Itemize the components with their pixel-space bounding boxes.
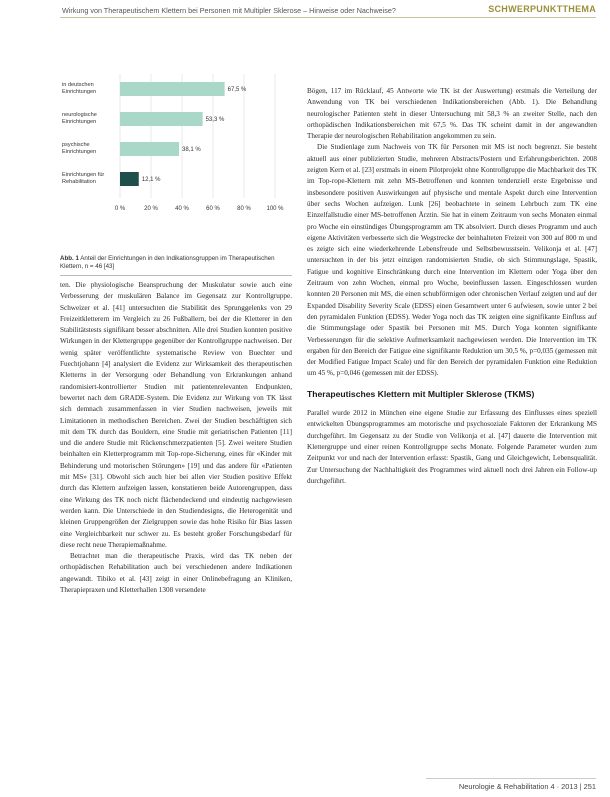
- footer-rule: [426, 778, 596, 779]
- category-label: psychische Einrichtungen: [62, 142, 97, 155]
- data-label: 12,1 %: [141, 177, 161, 184]
- left-paragraph-2: Betrachtet man die therapeutische Praxis, wird das TK neben der orthopädischen Rehabilitation auch bei verschiedenen andere Indikationen angewandt. Tibiko et al. [43] zeigt in einer Onlinebefragung an Kliniken, Therapiepraxen und Kletterhallen 1308 versendete: [60, 552, 292, 595]
- page-header: [0, 0, 610, 22]
- bar: [120, 172, 139, 186]
- x-tick-label: 80 %: [237, 206, 251, 212]
- figure-caption-label: Abb. 1: [60, 255, 79, 262]
- x-tick-label: 0 %: [114, 206, 126, 212]
- figure-chart: [60, 24, 290, 264]
- category-label: neurologische Einrichtungen: [62, 112, 97, 125]
- section-heading: Therapeutisches Klettern mit Multipler Sklerose (TKMS): [307, 388, 535, 399]
- x-tick-label: 100 %: [266, 206, 284, 212]
- page-footer: Neurologie & Rehabilitation 4 · 2013 | 251: [458, 782, 596, 791]
- x-tick-label: 20 %: [144, 206, 158, 212]
- right-column: [307, 86, 597, 487]
- category-label: in deutschen Einrichtungen: [62, 82, 97, 95]
- right-paragraph-1: Bögen, 117 im Rücklauf, 45 Antworte wie TK ist der Auswertung) erstmals die Verteilung der Anwendung von TK bei verschiedenen Indikationsbereichen (Abb. 1). Die Behandlung neurologischer Patienten steht in dieser Untersuchung mit 58,3 % an zweiter Stelle, nach den orthopädischen Indikationsbereichen mit 67,5 %. Das TK scheint damit in der angewandten Therapie der neurologischen Rehabilitation angekommen zu sein.: [307, 87, 597, 141]
- bar: [120, 112, 203, 126]
- figure-divider: [60, 275, 292, 276]
- running-title: Wirkung von Therapeutischem Klettern bei Personen mit Multipler Sklerose – Hinweise oder Nachweise?: [62, 6, 396, 15]
- section-paragraph-1: Parallel wurde 2012 in München eine eigene Studie zur Erfassung des Einflusses eines speziell entwickelten Übungsprogrammes am motorische und psychosoziale Faktoren der Erkrankung MS durchgeführt. Im Gegensatz zu der Studie von Velikonja et al. [47] dauerte die Intervention mit Klettergruppe und einer reinen Kontrollgruppe sechs Monate. Folgende Parameter wurden zum Zeitpunkt vor und nach der Intervention erfasst: Spastik, Gang und Gleichgewicht, Lebensqualität. Zur Untersuchung der Nachhaltigkeit des Programmes wird aktuell noch drei Jahren ein Follow-up durchgeführt.: [307, 409, 597, 485]
- category-label: Einrichtungen für Rehabilitation: [62, 172, 105, 185]
- figure-caption-text: Anteil der Einrichtungen in den Indikationsgruppen im Therapeutischen Klettern, n = 46 [43]: [60, 255, 275, 270]
- left-column: [60, 280, 292, 596]
- figure-caption: [60, 255, 292, 271]
- x-tick-label: 60 %: [206, 206, 220, 212]
- section-label: SCHWERPUNKTTHEMA: [488, 4, 596, 14]
- data-label: 38,1 %: [182, 147, 201, 154]
- data-label: 67,5 %: [227, 87, 247, 94]
- bar: [120, 82, 225, 96]
- bar-chart: [60, 24, 290, 249]
- bar: [120, 142, 179, 156]
- right-paragraph-2: Die Studienlage zum Nachweis von TK für Personen mit MS ist noch begrenzt. Sie besteht aktuell aus einer publizierten Studie, mehreren Abstracts/Postern und Erfahrungsberichten. 2008 zeigten Kern et al. [23] erstmals in einem Pilotprojekt ohne Kontrollgruppe die Machbarkeit des TK im Top-rope-Klettern mit zehn MS-Betroffenen und konnten tendenziell erste Ergebnisse und insbesondere positiven Auswirkungen auf physische und mentale Aspekt durch eine Intervention über sechs Wochen aufzeigen. Lunk [26] beobachtete in seinem Lehrbuch zum TK eine Einzelfallstudie einer MS-betroffenen Ärztin. Sie hat in einem Zeitraum von sechs Monaten einmal pro Woche ein einstündiges Übungsprogramm am TK absolviert. Durch dieses Programm und auch eigene Aktivitäten verbesserte sich die Wegstrecke der beinhalteten Freizeit von 300 auf 800 m und es zeigte sich eine wiederkehrende Lebensfreude und Selbstbewusstsein. Velikonja et al. [47] untersuchten in der bis jetzt einzigen randomisierten Studie, ob sich Stimmungslage, Spastik, Fatigue und kognitive Einschränkung durch eine Intervention im Klettern oder Yoga über den Zeitraum von zehn Wochen, einmal pro Woche, beeinflussen lassen. Eingeschlossen wurden konnten 20 Personen mit MS, die einen schubförmigen oder chronischen Verlauf zeigten und auf der Expanded Disability Severity Scale (EDSS) einen Gesamtwert unter 6 aufwiesen, sowie unter 2 bei den pyramidalen Funktion (EDSS). Weder Yoga noch das TK zeigten eine signifikante Einfluss auf die Stimmungslage oder Spastik bei Personen mit MS. Durch Yoga konnten signifikante Verbesserungen für die selektive Aufmerksamkeit nachgewiesen werden. Die Intervention im TK ergaben für den Bereich der Fatigue eine signifikante Reduktion um 30,5 %, p=0,035 (gemessen mit der Modified Fatigue Impact Scale) und für den Bereich der pyramidalen Funktion eine Reduktion um 45 %, p=0,046 (gemessen mit der EDSS).: [307, 143, 597, 378]
- left-paragraph-1: ten. Die physiologische Beanspruchung der Muskulatur sowie auch eine Verbesserung der muskulären Balance im Gegensatz zur Kontrollgruppe. Schweizer et al. [41] untersuchten die Stabilität des Sprunggelenks von 29 Freizeitkletterern im Vergleich zu 26 Fußballern, bei der die Kletterer in den Stabilitätstests signifikant besser abschnitten. Alle drei Studien konnten positive Wirkungen in der Klettergruppe gegenüber der Kontrollgruppe nachweisen. Der wenig später veröffentlichte systematische Review von Buechter und Fuechtjohann [4] analysiert die Evidenz zur Wirksamkeit des therapeutischen Kletterns in der Versorgung oder Behandlung von Erkrankungen anhand randomisiert-kontrollierter Studien mit patientenrelevanten Endpunkten, bewertet nach dem GRADE-System. Die Evidenz zur Wirkung von TK lässt sich demnach zusammenfassen in vier Studien nachweisen, jeweils mit Limitationen in methodischen Bereichen. Zwei der Studien beschäftigten sich mit dem TK durch das Bouldern, eine Studie mit geriatrischen Patienten [11] und die andere Studie mit Rückenschmerzpatienten [5]. Zwei weitere Studien beinhalten ein Kletterprogramm mit Top-rope-Sicherung, eines für «Kinder mit Behinderung und motorischen Störungen» [19] und das andere für «Patienten mit MS» [31]. Obwohl sich auch hier bei allen vier Studien positive Effekt durch das Klettern aufzeigen lassen, konstatieren beide Autorengruppen, dass eine Wirkung des TK noch nicht flächendeckend und eindeutig nachgewiesen werden kann. Die Unterschiede in den Studiendesigns, die Heterogenität und kleinen Gruppengrößen der Zielgruppen sowie das hohe Risiko für Bias lassen eine Vergleichbarkeit nur schwer zu. Es besteht großer Forschungsbedarf für diese recht neue Therapiemaßnahme.: [60, 281, 292, 549]
- x-tick-label: 40 %: [175, 206, 189, 212]
- header-rule: [60, 17, 596, 18]
- data-label: 53,3 %: [205, 117, 225, 124]
